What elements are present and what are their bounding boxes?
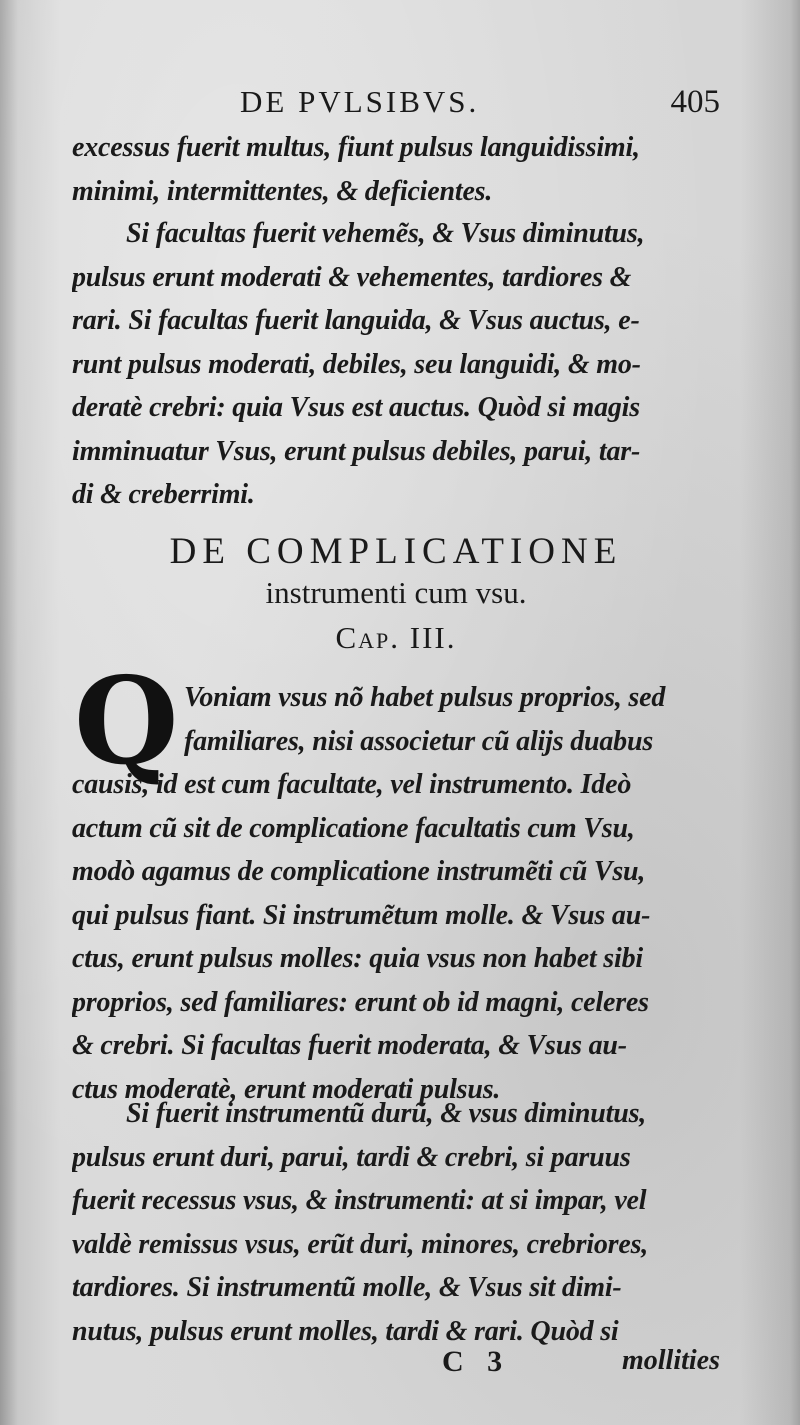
running-title: DE PVLSIBVS. bbox=[240, 84, 480, 119]
text-line: proprios, sed familiares: erunt ob id magni, celeres bbox=[72, 986, 649, 1018]
text-line: valdè remissus vsus, erũt duri, minores, crebriores, bbox=[72, 1228, 649, 1260]
paragraph-continuation bbox=[72, 126, 720, 213]
paragraph-voniam bbox=[72, 676, 720, 1111]
text-line: excessus fuerit multus, fiunt pulsus languidissimi, bbox=[72, 132, 640, 163]
text-line: ctus moderatè, erunt moderati pulsus. bbox=[72, 1073, 501, 1105]
text-line: minimi, intermittentes, & deficientes. bbox=[72, 175, 493, 207]
text-line: imminuatur Vsus, erunt pulsus debiles, parui, tar- bbox=[72, 435, 641, 467]
text-line: pulsus erunt duri, parui, tardi & crebri, si paruus bbox=[72, 1141, 631, 1173]
text-line: & crebri. Si facultas fuerit moderata, & Vsus au- bbox=[72, 1030, 627, 1061]
signature-mark: C 3 bbox=[442, 1345, 511, 1378]
text-line: pulsus erunt moderati & vehementes, tardiores & bbox=[72, 261, 632, 293]
page-footer bbox=[72, 1345, 720, 1385]
text-line: Si fuerit instrumentũ durũ, & vsus diminutus, bbox=[126, 1098, 647, 1129]
text-line: ctus, erunt pulsus molles: quia vsus non habet sibi bbox=[72, 943, 643, 974]
text-line: fuerit recessus vsus, & instrumenti: at si impar, vel bbox=[72, 1185, 647, 1216]
text-line: qui pulsus fiant. Si instrumẽtum molle. & Vsus au- bbox=[72, 899, 651, 931]
catchword: mollities bbox=[622, 1345, 720, 1376]
paragraph-instrumentum bbox=[72, 1092, 720, 1353]
text-line: actum cũ sit de complicatione facultatis cum Vsu, bbox=[72, 812, 635, 844]
text-line: di & creberrimi. bbox=[72, 479, 255, 510]
chapter-number: Cap. III. bbox=[335, 620, 457, 655]
text-line: rari. Si facultas fuerit languida, & Vsus auctus, e- bbox=[72, 305, 640, 336]
running-head bbox=[70, 84, 720, 124]
chapter-title: DE COMPLICATIONE bbox=[169, 531, 623, 572]
text-line: nutus, pulsus erunt molles, tardi & rari. Quòd si bbox=[72, 1315, 619, 1347]
text-line: Si facultas fuerit vehemẽs, & Vsus diminutus, bbox=[126, 218, 645, 249]
text-line: Voniam vsus nõ habet pulsus proprios, sed bbox=[184, 682, 666, 713]
text-line: tardiores. Si instrumentũ molle, & Vsus sit dimi- bbox=[72, 1272, 622, 1303]
text-line: deratè crebri: quia Vsus est auctus. Quòd si magis bbox=[72, 392, 640, 423]
text-line: causis, id est cum facultate, vel instrumento. Ideò bbox=[72, 769, 632, 800]
drop-cap: Q bbox=[74, 651, 179, 792]
chapter-subtitle: instrumenti cum vsu. bbox=[265, 575, 527, 610]
paragraph-facultas bbox=[72, 212, 720, 517]
page-number: 405 bbox=[670, 84, 720, 120]
text-line: modò agamus de complicatione instrumẽti cũ Vsu, bbox=[72, 856, 646, 887]
text-line: familiares, nisi associetur cũ alijs duabus bbox=[184, 725, 654, 757]
text-line: runt pulsus moderati, debiles, seu languidi, & mo- bbox=[72, 348, 641, 380]
